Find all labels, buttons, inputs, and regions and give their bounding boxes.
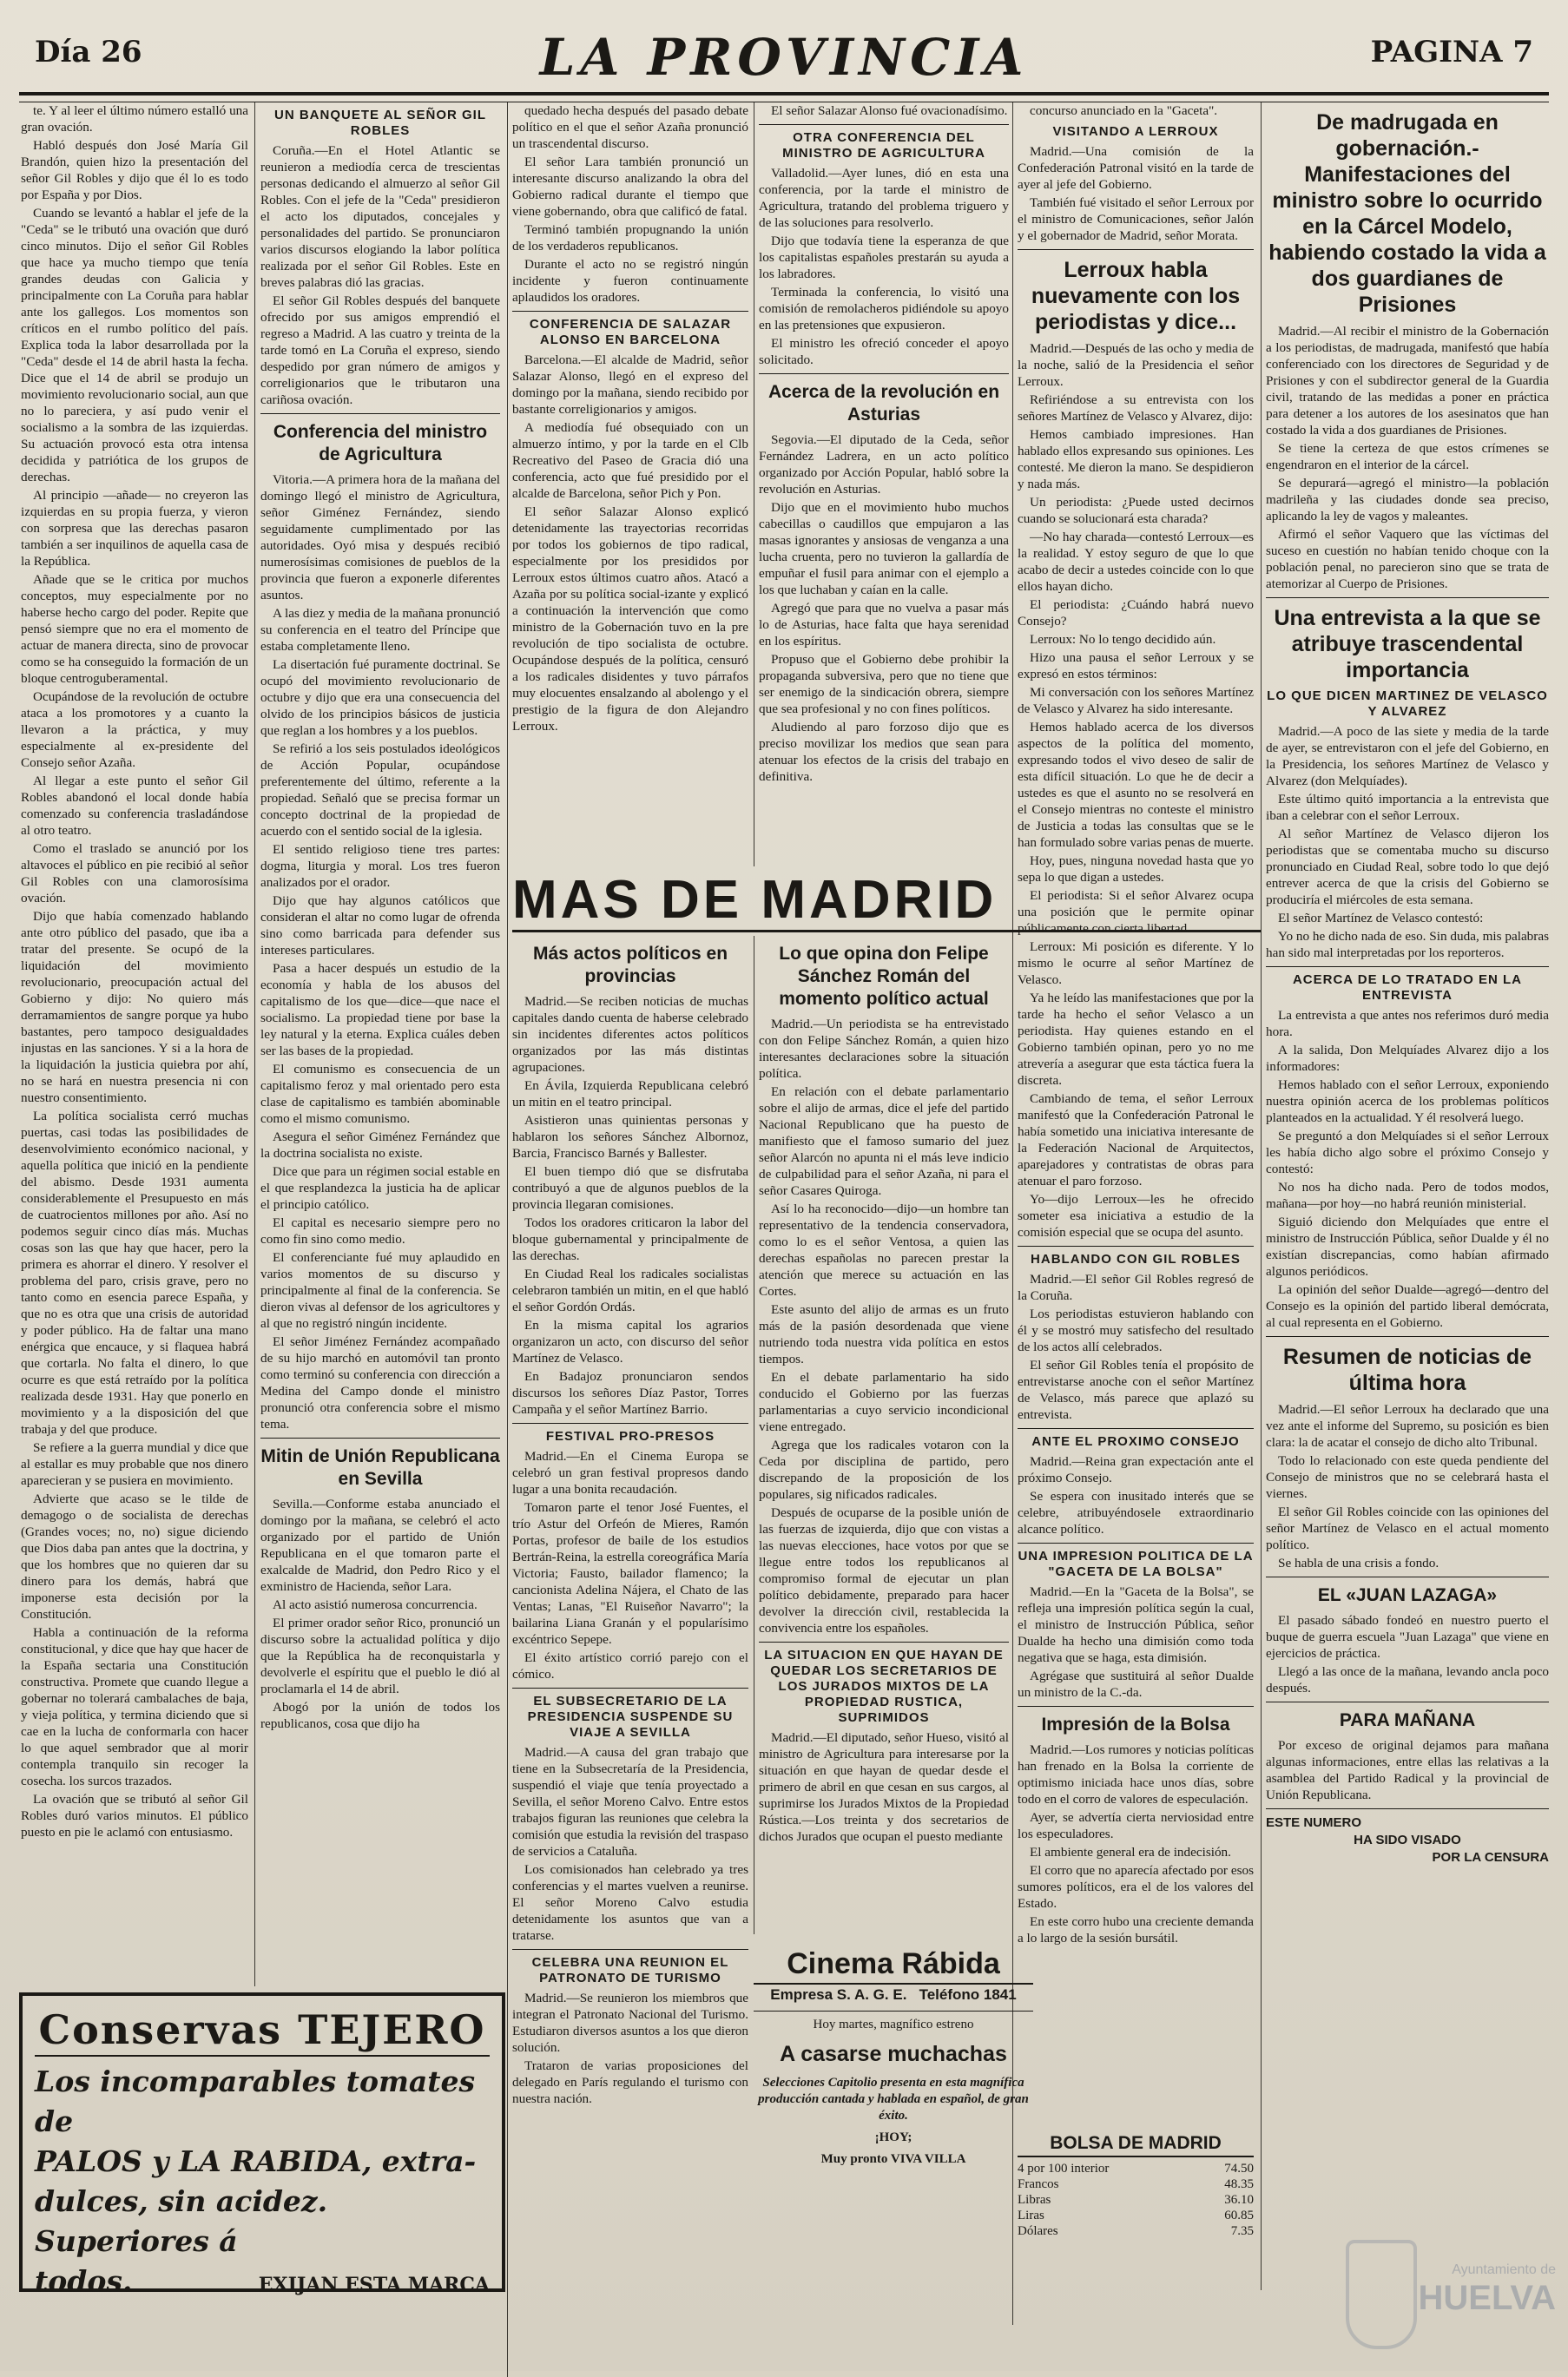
- article-paragraph: El señor Gil Robles tenía el propósito de entrevistarse anoche con el señor Martínez de Velasco, más parece que aplazó su entrevista.: [1018, 1358, 1254, 1422]
- article-paragraph: Madrid.—Los rumores y noticias políticas han frenado en la Bolsa la corriente de optimismo iniciada hace unos días, sobre todo en el corro de valores de especulación.: [1018, 1742, 1254, 1807]
- censorship-note: HA SIDO VISADO: [1354, 1833, 1461, 1847]
- headline: FESTIVAL PRO-PRESOS: [545, 1429, 715, 1444]
- article-paragraph: Yo—dijo Lerroux—les he ofrecido someter esa iniciativa a estudio de la comisión especial que se ocupa del asunto.: [1018, 1192, 1254, 1240]
- article-paragraph: Hemos cambiado impresiones. Han hablado ellos expresando sus opiniones. Les contesté. Me dieron la mano. Se despidieron y nada más.: [1018, 427, 1254, 491]
- article-paragraph: Cambiando de tema, el señor Lerroux manifestó que la Confederación Patronal le había sometido una iniciativa interesante de la Federación Nacional de Arquitectos, aparejadores y contratistas de obras para atenuar el paro forzoso.: [1018, 1091, 1254, 1188]
- article-paragraph: Como el traslado se anunció por los altavoces el público en pie recibió al señor Gil Robles con una clamorosísima ovación.: [21, 841, 248, 905]
- article-paragraph: Refiriéndose a su entrevista con los señores Martínez de Velasco y Alvarez, dijo:: [1018, 392, 1254, 424]
- article-paragraph: Propuso que el Gobierno debe prohibir la propaganda subversiva, pero que no tiene que ser enemigo de la sindicación obrera, siempre que sea profesional y no con fines políticos.: [759, 652, 1009, 716]
- stock-row: [1018, 2161, 1254, 2176]
- headline: Acerca de la revolución en Asturias: [768, 382, 1000, 425]
- article-paragraph: Se preguntó a don Melquíades si el señor Lerroux les había dicho algo sobre el próximo Consejo y contestó:: [1266, 1129, 1549, 1176]
- article-paragraph: Todo lo relacionado con este queda pendiente del Consejo de ministros que no se celebrará hasta el viernes.: [1266, 1453, 1549, 1501]
- article-paragraph: Madrid.—Una comisión de la Confederación Patronal visitó en la tarde de ayer al jefe del Gobierno.: [1018, 144, 1254, 192]
- masthead: [19, 24, 1549, 95]
- watermark-city: HUELVA: [1418, 2279, 1556, 2317]
- stock-name: 4 por 100 interior: [1018, 2162, 1110, 2176]
- divider: [512, 1949, 748, 1950]
- article-paragraph: Al señor Martínez de Velasco dijeron los periodistas que se comentaba mucho su discurso pronunciado en Ciudad Real, sobre todo lo que dejó entrever acerca de que la crisis del Gobierno se produciría el miércoles de esta semana.: [1266, 826, 1549, 907]
- article-paragraph: Los periodistas estuvieron hablando con él y se mostró muy satisfecho del resultado de los actos allí celebrados.: [1018, 1307, 1254, 1354]
- stock-table: [1018, 2131, 1254, 2239]
- column-6: [1266, 102, 1549, 2255]
- article-paragraph: Después de ocuparse de la posible unión de las fuerzas de izquierda, dijo que con vistas a las nuevas elecciones, hace votos por que se llegue entre todos los republicanos al compromiso formal de ejecutar un plan político debidamente, preparado para hacer devolver la dirección civil, restablecida la convivencia entre los españoles.: [759, 1505, 1009, 1636]
- column-mas-b: [759, 936, 1009, 1934]
- headline: Resumen de noticias de última hora: [1282, 1345, 1532, 1395]
- stock-row: [1018, 2176, 1254, 2192]
- stock-row: [1018, 2223, 1254, 2239]
- article-paragraph: Se espera con inusitado interés que se celebre, atribuyéndosele extraordinario alcance político.: [1018, 1489, 1254, 1537]
- article-paragraph: El periodista: Si el señor Alvarez ocupa una posición que le permite opinar públicamente con cierta libertad.: [1018, 888, 1254, 936]
- cinema-company: [754, 1985, 1033, 2005]
- ad-brand: Conservas TEJERO: [35, 2005, 490, 2057]
- divider: [754, 2011, 1033, 2012]
- article-paragraph: Tomaron parte el tenor José Fuentes, el trío Astur del Orfeón de Mieres, Ramón Portas, profesor de baile de los estudios Bertrán-Reina, la estrella coreográfica María Victoria; Fausto, bailador flamenco; la cancionista Adelina Nájera, el Chato de las Ventas; Lanas, "El Ruiseñor Navarro"; la bailarina Liana Granán y el popularísimo excéntrico Sepepe.: [512, 1500, 748, 1647]
- ad-line: PALOS y LA RABIDA, extra-: [35, 2144, 477, 2178]
- article-paragraph: En este corro hubo una creciente demanda a lo largo de la sesión bursátil.: [1018, 1914, 1254, 1946]
- cinema-coming: Muy pronto VIVA VILLA: [820, 2152, 966, 2166]
- article-paragraph: El sentido religioso tiene tres partes: dogma, liturgia y moral. Los tres fueron analizados por el orador.: [260, 842, 500, 890]
- article-paragraph: No nos ha dicho nada. Pero de todos modos, mañana—por hoy—no habrá reunión ministerial.: [1266, 1180, 1549, 1211]
- stock-name: Dólares: [1018, 2224, 1058, 2238]
- headline: LA SITUACION EN QUE HAYAN DE QUEDAR LOS SECRETARIOS DE LOS JURADOS MIXTOS DE LA PROPIEDAD RUSTICA, SUPRIMIDOS: [764, 1648, 1004, 1725]
- article-paragraph: El corro que no aparecía afectado por esos sumores políticos, era el de los valores del Estado.: [1018, 1863, 1254, 1911]
- ad-line: dulces, sin acidez. Superiores á: [35, 2184, 328, 2258]
- divider: [1266, 597, 1549, 598]
- article-paragraph: Se refirió a los seis postulados ideológicos de Acción Popular, ocupándose preferentemente del último, referente a la propiedad. Señaló que se precisa formar un concepto doctrinal de la propiedad de acuerdo con el sentido social de la iglesia.: [260, 741, 500, 839]
- headline: HABLANDO CON GIL ROBLES: [1031, 1252, 1241, 1267]
- headline: LO QUE DICEN MARTINEZ DE VELASCO Y ALVAREZ: [1267, 688, 1548, 719]
- cinema-hoy: ¡HOY;: [874, 2130, 912, 2144]
- article-paragraph: Sevilla.—Conforme estaba anunciado el domingo por la mañana, se celebró el acto organizado por el partido de Unión Republicana en el que tomaron parte el exalcalde de Madrid, don Pedro Rico y el exministro de Hacienda, señor Lara.: [260, 1497, 500, 1594]
- stock-value: 48.35: [1224, 2177, 1254, 2191]
- stock-row: [1018, 2208, 1254, 2223]
- article-paragraph: Terminó también propugnando la unión de los verdaderos republicanos.: [512, 222, 748, 254]
- article-paragraph: A la salida, Don Melquíades Alvarez dijo a los informadores:: [1266, 1043, 1549, 1074]
- stock-value: 74.50: [1224, 2162, 1254, 2176]
- divider: [1018, 1706, 1254, 1707]
- censorship-note: POR LA CENSURA: [1432, 1850, 1549, 1865]
- article-paragraph: El señor Salazar Alonso explicó detenidamente las trayectorias recorridas por todos los gobiernos de tipo radical, especialmente por los presididos por Lerroux estos últimos cuatro años. Atacó a Azaña por su política social-izante y explicó a continuación la intervención que como ministro de la Gobernación tuvo en la pre revolución de tipo socialista de octubre. Ocupándose después de la política, censuró a los radicales disidentes y tuvo párrafos muy elocuentes ensalzando al abolengo y el prestigio de la figura de don Alejandro Lerroux.: [512, 504, 748, 734]
- article-paragraph: Se habla de una crisis a fondo.: [1278, 1556, 1440, 1570]
- watermark-line: Ayuntamiento de: [1452, 2262, 1556, 2277]
- article-paragraph: Dijo que todavía tiene la esperanza de que los capitalistas españoles prestarán su ayuda a los labradores.: [759, 234, 1009, 281]
- article-paragraph: Llegó a las once de la mañana, levando ancla poco después.: [1266, 1664, 1549, 1696]
- article-paragraph: Este asunto del alijo de armas es un fruto más de la pasión desordenada que viene nutriendo toda nuestra vida política en estos tiempos.: [759, 1302, 1009, 1366]
- headline: De madrugada en gobernación.- Manifestaciones del ministro sobre lo ocurrido en la Cárcel Modelo, habiendo costado la vida a dos guardianes de Prisiones: [1268, 110, 1546, 317]
- article-paragraph: El buen tiempo dió que se disfrutaba contribuyó a que de algunos pueblos de la provincia llegaran comisiones.: [512, 1164, 748, 1212]
- article-paragraph: El señor Gil Robles coincide con las opiniones del señor Martínez de Velasco en el actual momento político.: [1266, 1505, 1549, 1552]
- article-paragraph: Ayer, se advertía cierta nerviosidad entre los especuladores.: [1018, 1810, 1254, 1841]
- article-paragraph: La ovación que se tributó al señor Gil Robles duró varios minutos. El público puesto en pie le aclamó con entusiasmo.: [21, 1792, 248, 1840]
- article-paragraph: Abogó por la unión de todos los republicanos, cosa que dijo ha: [260, 1700, 500, 1731]
- divider: [512, 311, 748, 312]
- divider: [759, 124, 1009, 125]
- article-paragraph: Los comisionados han celebrado ya tres conferencias y el martes vuelven a reunirse. El señor Moreno Calvo estudia detenidamente los asuntos que van a tratarse.: [512, 1862, 748, 1943]
- headline: Más actos políticos en provincias: [532, 944, 728, 986]
- ad-line-end: todos.: [35, 2264, 133, 2298]
- article-paragraph: Hoy, pues, ninguna novedad hasta que yo sepa lo que digan a ustedes.: [1018, 853, 1254, 885]
- article-paragraph: Madrid.—El diputado, señor Hueso, visitó al ministro de Agricultura para interesarse por la situación en que hayan de quedar desde el primero de abril en que cesan en sus cargos, al suprimirse los Jurados Mixtos de la Propiedad Rústica.—Los treinta y dos secretarios de dichos Jurados que ocupan el puesto mediante: [759, 1730, 1009, 1844]
- divider: [512, 1423, 748, 1424]
- article-paragraph: Coruña.—En el Hotel Atlantic se reunieron a mediodía cerca de trescientas personas dedicando el almuerzo al señor Gil Robles. Con el jefe de la "Ceda" presidieron el acto los diputados, concejales y personalidades del partido. Se pronunciaron varios discursos elogiando la labor política realizada por el señor Gil Robles. Este en breves palabras dió las gracias.: [260, 143, 500, 290]
- article-paragraph: A las diez y media de la mañana pronunció su conferencia en el teatro del Príncipe que estaba completamente lleno.: [260, 606, 500, 654]
- article-paragraph: El conferenciante fué muy aplaudido en varios momentos de su discurso y principalmente al final de la conferencia. Se dieron vivas al defensor de los agricultores y al que no registró ningún incidente.: [260, 1250, 500, 1331]
- article-paragraph: Lerroux: Mi posición es diferente. Y lo mismo le ocurre al señor Martínez de Velasco.: [1018, 939, 1254, 987]
- article-paragraph: También fué visitado el señor Lerroux por el ministro de Comunicaciones, señor Jalón y el gobernador de Madrid, señor Morata.: [1018, 195, 1254, 243]
- article-paragraph: Madrid.—Se reunieron los miembros que integran el Patronato Nacional del Turismo. Estudiaron diversos asuntos a los que dieron solución.: [512, 1991, 748, 2055]
- article-paragraph: Dijo que en el movimiento hubo muchos cabecillas o caudillos que empujaron a las masas ignorantes y ansiosas de venganza a una lucha cruenta, pero no tuvieron la gallardía de empuñar el fusil para animar con el ejemplo a los que luchaban y caían en la calle.: [759, 500, 1009, 597]
- article-paragraph: Pasa a hacer después un estudio de la economía y habla de los abusos del capitalismo de los que—dice—que nace el socialismo. La propiedad tiene por base la ley natural y la eterna. Explica cuáles deben ser las bases de la propiedad.: [260, 961, 500, 1058]
- cinema-empresa: Empresa S. A. G. E.: [770, 1986, 907, 2003]
- divider: [759, 373, 1009, 374]
- headline: EL SUBSECRETARIO DE LA PRESIDENCIA SUSPENDE SU VIAJE A SEVILLA: [527, 1694, 734, 1740]
- article-paragraph: Ocupándose de la revolución de octubre ataca a los promotores y a cuanto la llevaron a la práctica, y muy especialmente al ex-presidente del Consejo señor Azaña.: [21, 689, 248, 770]
- article-paragraph: El señor Jiménez Fernández acompañado de su hijo marchó en automóvil tan pronto como terminó su conferencia con dirección a Medina del Campo donde el ministro pronunció otra conferencia sobre el mismo tema.: [260, 1334, 500, 1432]
- article-paragraph: El capital es necesario siempre pero no como fin sino como medio.: [260, 1215, 500, 1247]
- divider: [1266, 966, 1549, 967]
- divider: [1018, 1543, 1254, 1544]
- article-paragraph: Trataron de varias proposiciones del delegado en París regulando el turismo con nuestra nación.: [512, 2058, 748, 2106]
- stock-value: 36.10: [1224, 2193, 1254, 2207]
- article-paragraph: Al principio —añade— no creyeron las izquierdas en su propia fuerza, y vieron con sorpresa que las derechas pasaron también a ser inquilinos de aquella casa de la República.: [21, 488, 248, 569]
- article-paragraph: Madrid.—El señor Lerroux ha declarado que una vez ante el informe del Supremo, su posición es bien clara: la de acatar el consejo de dicho alto Tribunal.: [1266, 1402, 1549, 1450]
- article-paragraph: Valladolid.—Ayer lunes, dió en esta una conferencia, por la tarde el ministro de Agricultura, tratando del problema triguero y de las soluciones para resolverlo.: [759, 166, 1009, 230]
- column-mas-a: [512, 936, 748, 2255]
- divider: [1266, 1808, 1549, 1809]
- article-paragraph: Agrega que los radicales votaron con la Ceda por disciplina de partido, pero discrepando de la proposición de los populares, sig nificados radicales.: [759, 1438, 1009, 1502]
- headline: Conferencia del ministro de Agricultura: [273, 422, 488, 464]
- article-paragraph: Al acto asistió numerosa concurrencia.: [273, 1597, 478, 1612]
- censorship-note: ESTE NUMERO: [1266, 1815, 1362, 1830]
- article-paragraph: En Badajoz pronunciaron sendos discursos los señores Díaz Pastor, Torres Campaña y el señor Martínez Barrio.: [512, 1369, 748, 1417]
- watermark: [1356, 2262, 1556, 2357]
- article-paragraph: Mi conversación con los señores Martínez de Velasco y Alvarez ha sido interesante.: [1018, 685, 1254, 716]
- headline: CONFERENCIA DE SALAZAR ALONSO EN BARCELONA: [529, 317, 732, 347]
- headline: ACERCA DE LO TRATADO EN LA ENTREVISTA: [1292, 972, 1523, 1003]
- column-3: [512, 102, 748, 866]
- stock-value: 60.85: [1224, 2209, 1254, 2222]
- article-paragraph: El pasado sábado fondeó en nuestro puerto el buque de guerra escuela "Juan Lazaga" que viene en ejercicios de práctica.: [1266, 1613, 1549, 1661]
- article-paragraph: Afirmó el señor Vaquero que las víctimas del suceso en cuestión no habían tenido choque con la población penal, no parecieron sino que se trata de atemorizar al Cuerpo de Prisiones.: [1266, 527, 1549, 591]
- article-paragraph: Durante el acto no se registró ningún incidente y fueron continuamente aplaudidos los oradores.: [512, 257, 748, 305]
- article-paragraph: Terminada la conferencia, lo visitó una comisión de remolacheros pidiéndole su apoyo en las pretensiones que expusieron.: [759, 285, 1009, 333]
- article-paragraph: te. Y al leer el último número estalló una gran ovación.: [21, 103, 248, 135]
- article-paragraph: El comunismo es consecuencia de un capitalismo feroz y mal orientado pero esta clase de capitalismo es también abominable como el mismo comunismo.: [260, 1062, 500, 1126]
- headline: Lerroux habla nuevamente con los periodistas y dice...: [1031, 258, 1241, 334]
- article-paragraph: Este último quitó importancia a la entrevista que iban a celebrar con el señor Lerroux.: [1266, 792, 1549, 823]
- ad-line: [35, 2262, 490, 2301]
- article-paragraph: Se depurará—agregó el ministro—la población madrileña y las ciudades donde sea preciso, aplicando la ley de vagos y maleantes.: [1266, 476, 1549, 523]
- article-paragraph: Madrid.—El señor Gil Robles regresó de la Coruña.: [1018, 1272, 1254, 1303]
- header-page: PAGINA 7: [1370, 35, 1533, 69]
- article-paragraph: A mediodía fué obsequiado con un almuerzo íntimo, y por la tarde en el Clb Recreativo del Paseo de Gracia dió una conferencia, acto que fué presidido por el alcalde de Barcelona, señor Pich y Pon.: [512, 420, 748, 501]
- column-2: [260, 102, 500, 1986]
- article-paragraph: Hemos hablado acerca de los diversos aspectos de la política del momento, expresando todos el vivo deseo de salir de esta difícil situación. Lo que he de decir a ustedes es que el asunto no se resolverá en el Consejo mientras no conteste el ministro de Justicia a todas las consultas que se le han formulado sobre varias penas de muerte.: [1018, 720, 1254, 850]
- stock-value: 7.35: [1230, 2224, 1254, 2238]
- article-paragraph: El señor Lara también pronunció un interesante discurso analizando la obra del Gobierno radical durante el tiempo que viene gobernando, obra que calificó de fatal.: [512, 155, 748, 219]
- article-paragraph: En relación con el debate parlamentario sobre el alijo de armas, dice el jefe del partido Nacional Republicano que ha puesto de manifiesto que el famoso sumario del juez señor Alarcón no apunta ni el más leve indicio de culpabilidad para el señor Azaña, ni para el señor Casares Quiroga.: [759, 1084, 1009, 1198]
- divider: [759, 1642, 1009, 1643]
- article-paragraph: Habla a continuación de la reforma constitucional, y dice que hay que hacer de la España sectaria una Constitución constructiva. Promete que cuando llegue a gobernar no tolerará cambalaches de baja, y vieja política, y termina diciendo que si cae en la lucha de conformarla con hacer lo que aquel sembrador que al morir contempla tranquilo sin recoger la cosecha. los surcos trazados.: [21, 1625, 248, 1788]
- article-paragraph: Segovia.—El diputado de la Ceda, señor Fernández Ladrera, en un acto político organizado por Acción Popular, habló sobre la revolución en Asturias.: [759, 432, 1009, 497]
- article-paragraph: Madrid.—En el Cinema Europa se celebró un gran festival propresos dando lugar a una bonita recaudación.: [512, 1449, 748, 1497]
- article-paragraph: Vitoria.—A primera hora de la mañana del domingo llegó el ministro de Agricultura, señor Giménez Fernández, siendo seguidamente cumplimentado por las autoridades. Oyó misa y después recibió numerosísimas comisiones de pueblos de la provincia que fueron a exponerle diferentes asuntos.: [260, 472, 500, 602]
- article-paragraph: La opinión del señor Dualde—agregó—dentro del Consejo es la opinión del partido liberal demócrata, al cual representa en el Gobierno.: [1266, 1282, 1549, 1330]
- section-banner: MAS DE MADRID: [512, 871, 1261, 932]
- column-4: [759, 102, 1009, 866]
- column-5: [1018, 102, 1254, 2125]
- divider: [512, 1688, 748, 1689]
- column-divider: [507, 102, 508, 2377]
- cinema-phone: Teléfono 1841: [919, 1986, 1017, 2003]
- column-divider: [254, 102, 255, 1986]
- headline: VISITANDO A LERROUX: [1052, 124, 1219, 139]
- article-paragraph: Madrid.—Reina gran expectación ante el próximo Consejo.: [1018, 1454, 1254, 1485]
- headline: UNA IMPRESION POLITICA DE LA "GACETA DE LA BOLSA": [1018, 1549, 1254, 1579]
- article-paragraph: El señor Gil Robles después del banquete ofrecido por sus amigos emprendió el regreso a Madrid. A las cuatro y treinta de la tarde tomó en La Coruña el expreso, siendo despedido por gran número de amigos y correligionarios que le tributaron una cariñosa ovación.: [260, 293, 500, 407]
- article-paragraph: Advierte que acaso se le tilde de demagogo o de socialista de derechas (Grandes voces; no, no) sigue diciendo que Dios daba pan antes que la doctrina, y que los hombres que no quieren dar su dinero para los demás, habrá que imponerse esta decisión por la Constitución.: [21, 1491, 248, 1622]
- headline: Impresión de la Bolsa: [1041, 1715, 1230, 1735]
- column-1: [21, 102, 248, 1986]
- article-paragraph: Madrid.—Después de las ocho y media de la noche, salió de la Presidencia el señor Lerroux.: [1018, 341, 1254, 389]
- ad-line: Los incomparables tomates de: [35, 2064, 476, 2138]
- headline: EL «JUAN LAZAGA»: [1317, 1585, 1498, 1605]
- article-paragraph: Dice que para un régimen social estable en el que resplandezca la justicia ha de aplicar el principio católico.: [260, 1164, 500, 1212]
- divider: [260, 413, 500, 414]
- article-paragraph: Ya he leído las manifestaciones que por la tarde ha hecho el señor Velasco a un periodista. Hay quienes estando en el Gobierno también opinan, pero yo no me atrevería a asegurar que esta táctica fuera la discreta.: [1018, 991, 1254, 1088]
- article-paragraph: El señor Martínez de Velasco contestó:: [1278, 911, 1484, 925]
- headline: OTRA CONFERENCIA DEL MINISTRO DE AGRICULTURA: [782, 130, 985, 161]
- article-paragraph: Todos los oradores criticaron la labor del bloque gubernamental y principalmente de las derechas.: [512, 1215, 748, 1263]
- headline: UN BANQUETE AL SEÑOR GIL ROBLES: [273, 108, 486, 138]
- headline: Mitin de Unión Republicana en Sevilla: [260, 1446, 500, 1489]
- headline: PARA MAÑANA: [1339, 1710, 1476, 1730]
- article-paragraph: Asistieron unas quinientas personas y hablaron los señores Sánchez Albornoz, Barcia, Francisco Barnés y Ballester.: [512, 1113, 748, 1161]
- divider: [1018, 1428, 1254, 1429]
- article-paragraph: Asegura el señor Giménez Fernández que la doctrina socialista no existe.: [260, 1129, 500, 1161]
- headline: Lo que opina don Felipe Sánchez Román del momento político actual: [779, 944, 989, 1009]
- headline: Una entrevista a la que se atribuye trascendental importancia: [1274, 606, 1541, 682]
- article-paragraph: Dijo que había comenzado hablando ante otro público del pasado, que iba a tratar del presente. Se ocupó de la liquidación del movimiento revolucionario, preocupación actual del Gobierno y dijo: No quiero más derramamientos de sangre porque ya hubo bastantes, pero tampoco desigualdades injustas en las sanciones. Y si a la hora de la liquidación la justicia quiebra por ahí, no se hará en nuestra presencia ni con nuestro consentimiento.: [21, 909, 248, 1105]
- article-paragraph: Cuando se levantó a hablar el jefe de la "Ceda" se le tributó una ovación que duró cinco minutos. Dijo el señor Gil Robles que hace ya mucho tiempo que tenía grandes deudas con Galicia y principalmente con La Coruña para hablar ante los gallegos. Los momentos son críticos en el rumbo político del país. Explica toda la labor desarrollada por la "Ceda" desde el 14 de abril hasta la fecha. Dice que el 14 de abril se produjo un movimiento revolucionario social, aun que no lo pareciera, y así pudo venir el socialismo a la sombra de las izquierdas. Su actuación provocó esta otra intensa decidida y patriótica de los grupos de derechas.: [21, 206, 248, 484]
- article-paragraph: Madrid.—En la "Gaceta de la Bolsa", se refleja una impresión política según la cual, el ministro de Instrucción Pública, señor Dualde ha hecho una dimisión como toda negativa que se haga, esta dimisión.: [1018, 1584, 1254, 1665]
- article-paragraph: Madrid.—Se reciben noticias de muchas capitales dando cuenta de haberse celebrado sin incidentes diferentes actos políticos organizados por las más distintas agrupaciones.: [512, 994, 748, 1075]
- header-day: Día 26: [35, 35, 142, 69]
- article-paragraph: Aludiendo al paro forzoso dijo que es preciso movilizar los medios que sean para atenuar los efectos de la crisis del trabajo en definitiva.: [759, 720, 1009, 784]
- article-paragraph: Yo no he dicho nada de eso. Sin duda, mis palabras han sido mal interpretadas por los reporteros.: [1266, 929, 1549, 960]
- article-paragraph: Un periodista: ¿Puede usted decirnos cuando se solucionará esta charada?: [1018, 495, 1254, 526]
- stock-name: Francos: [1018, 2177, 1059, 2191]
- divider: [1018, 249, 1254, 250]
- article-paragraph: quedado hecha después del pasado debate político en el que el señor Azaña pronunció un trascendental discurso.: [512, 103, 748, 151]
- ad-slogan: EXIJAN ESTA MARCA: [258, 2274, 490, 2296]
- article-paragraph: Madrid.—Un periodista se ha entrevistado con don Felipe Sánchez Román, a quien hizo interesantes declaraciones sobre la situación política.: [759, 1017, 1009, 1081]
- article-paragraph: Madrid.—A poco de las siete y media de la tarde de ayer, se entrevistaron con el jefe del Gobierno, en la Presidencia, los señores Martínez de Velasco y Alvarez (don Melquíades).: [1266, 724, 1549, 788]
- article-paragraph: Así lo ha reconocido—dijo—un hombre tan representativo de la tendencia conservadora, como lo es el señor Ventosa, a quien las derechas españolas no parecen prestar la atención que merece su actuación en las Cortes.: [759, 1202, 1009, 1299]
- cinema-desc: Selecciones Capitolio presenta en esta magnífica producción cantada y hablada en español, de gran éxito.: [758, 2076, 1029, 2123]
- article-paragraph: concurso anunciado en la "Gaceta".: [1030, 103, 1218, 118]
- article-paragraph: El primer orador señor Rico, pronunció un discurso sobre la actualidad política y dijo que la República ha de reconquistarla y devolverle el espíritu que el pueblo le dió al proclamarla el 14 de abril.: [260, 1616, 500, 1696]
- headline: CELEBRA UNA REUNION EL PATRONATO DE TURISMO: [531, 1955, 729, 1985]
- article-paragraph: El periodista: ¿Cuándo habrá nuevo Consejo?: [1018, 597, 1254, 629]
- article-paragraph: En Ciudad Real los radicales socialistas celebraron también un mitin, en el que habló el señor Gordón Ordás.: [512, 1267, 748, 1314]
- divider: [1018, 1246, 1254, 1247]
- article-paragraph: Se refiere a la guerra mundial y dice que al estallar es muy probable que nos dinero aparecieran y se pusiera en movimiento.: [21, 1440, 248, 1488]
- article-paragraph: El señor Salazar Alonso fué ovacionadísimo.: [771, 103, 1008, 118]
- column-divider: [1261, 102, 1262, 2290]
- divider: [260, 1438, 500, 1439]
- article-paragraph: El éxito artístico corrió parejo con el cómico.: [512, 1650, 748, 1682]
- article-paragraph: Madrid.—A causa del gran trabajo que tiene en la Subsecretaría de la Presidencia, suspendió el viaje que tenía proyectado a Sevilla, el señor Moreno Calvo. Entre estos trabajos figuran las reuniones que celebra la comisión que estudia la revisión del traspaso de servicios a Cataluña.: [512, 1745, 748, 1859]
- article-paragraph: La política socialista cerró muchas puertas, casi todas las posibilidades de desenvolvimiento económico nacional, y aquella política que inició en la pendiente del abismo. Desde 1931 aumenta considerablemente el Presupuesto en más de cuatrocientos millones por año. Así no podemos seguir cinco días más. Muchas cosas son las que hay que hacer, pero la primera es ahorrar el dinero. Y resolver el problema del paro, crisis grave, pero no tanto como en esencia parece España, y que no es otra que una crisis de autoridad y poder público. Ha de faltar una mano enérgica que encauce, y si flaquea habrá que cortarla. No falta el dinero, lo que ocurre es que está retraído por la política realizada desde 1931. Hay que ponerlo en movimiento y a la disposición del que trabaja y del que produce.: [21, 1109, 248, 1437]
- article-paragraph: Madrid.—Al recibir el ministro de la Gobernación a los periodistas, de madrugada, manifestó que había conferenciado con los directores de Seguridad y de Prisiones y con el subdirector general de la Guardia civil, tratando de las medidas a poner en práctica para detener a los autores de los asesinatos que han costado la vida a dos guardianes de Prisiones.: [1266, 324, 1549, 438]
- article-paragraph: En la misma capital los agrarios organizaron un acto, con discurso del señor Martínez de Velasco.: [512, 1318, 748, 1366]
- article-paragraph: —No hay charada—contestó Lerroux—es la realidad. Y estoy seguro de que lo que acabo de decir a ustedes coincide con lo que ellos hayan dicho.: [1018, 530, 1254, 594]
- cinema-ad: [754, 1945, 1033, 2344]
- article-paragraph: Dijo que hay algunos católicos que consideran el altar no como lugar de ofrenda sino como barricada para defender sus intereses particulares.: [260, 893, 500, 958]
- headline: ANTE EL PROXIMO CONSEJO: [1031, 1434, 1240, 1449]
- stock-row: [1018, 2192, 1254, 2208]
- article-paragraph: La disertación fué puramente doctrinal. Se ocupó del movimiento revolucionario de octubre y dijo que era una consecuencia del olvido de los principios básicos de justicia que reglan a los hombres y a los pueblos.: [260, 657, 500, 738]
- conservas-ad: [19, 1992, 505, 2298]
- article-paragraph: Añade que se le critica por muchos conceptos, muy especialmente por no haberse hecho cargo del poder. Repite que pensó siempre que no era el momento de actuar de manera directa, sino de provocar como se ha conseguido la formación de un bloque centroguberamental.: [21, 572, 248, 686]
- newspaper-title: LA PROVINCIA: [539, 28, 1029, 87]
- article-paragraph: Lerroux: No lo tengo decidido aún.: [1030, 632, 1216, 647]
- stock-name: Liras: [1018, 2209, 1044, 2222]
- cinema-film: A casarse muchachas: [780, 2042, 1007, 2066]
- cinema-today: Hoy martes, magnífico estreno: [813, 2018, 974, 2031]
- article-paragraph: Hizo una pausa el señor Lerroux y se expresó en estos términos:: [1018, 650, 1254, 681]
- article-paragraph: El ministro les ofreció conceder el apoyo solicitado.: [759, 336, 1009, 367]
- article-paragraph: Agregó que para que no vuelva a pasar más lo de Asturias, hace falta que haya serenidad en los espíritus.: [759, 601, 1009, 649]
- article-paragraph: Hemos hablado con el señor Lerroux, exponiendo nuestra opinión acerca de los problemas políticos planteados en la actualidad. Y él resolverá luego.: [1266, 1077, 1549, 1125]
- cinema-name: Cinema Rábida: [754, 1945, 1033, 1985]
- article-paragraph: La entrevista a que antes nos referimos duró media hora.: [1266, 1008, 1549, 1039]
- article-paragraph: En el debate parlamentario ha sido conducido el Gobierno por las fuerzas parlamentarias a cuyo servicio incondicional viene entregado.: [759, 1370, 1009, 1434]
- article-paragraph: Al llegar a este punto el señor Gil Robles abandonó el local donde había comenzado su conferencia trasladándose al otro teatro.: [21, 774, 248, 838]
- article-paragraph: Habló después don José María Gil Brandón, quien hizo la presentación del señor Gil Robles y dijo que él lo es todo por España y por Dios.: [21, 138, 248, 202]
- divider: [1266, 1336, 1549, 1337]
- stock-name: Libras: [1018, 2193, 1051, 2207]
- article-paragraph: Siguió diciendo don Melquíades que entre el ministro de Instrucción Pública, señor Dualde y él no existían discrepancias, como habían afirmado algunos periódicos.: [1266, 1215, 1549, 1279]
- article-paragraph: En Ávila, Izquierda Republicana celebró un mitin en el teatro principal.: [512, 1078, 748, 1109]
- stock-title: BOLSA DE MADRID: [1018, 2131, 1254, 2157]
- article-paragraph: Se tiene la certeza de que estos crímenes se engendraron en el interior de la cárcel.: [1266, 441, 1549, 472]
- article-paragraph: El ambiente general era de indecisión.: [1030, 1845, 1231, 1860]
- article-paragraph: Agrégase que sustituirá al señor Dualde un ministro de la C.-da.: [1018, 1669, 1254, 1700]
- article-paragraph: Barcelona.—El alcalde de Madrid, señor Salazar Alonso, llegó en el expreso del domingo por la mañana, siendo recibido por bastante correligionarios y amigos.: [512, 352, 748, 417]
- stock-rows: [1018, 2161, 1254, 2239]
- article-paragraph: Por exceso de original dejamos para mañana algunas informaciones, entre ellas las relativas a la asamblea del Partido Radical y la provincial de Unión Republicana.: [1266, 1738, 1549, 1802]
